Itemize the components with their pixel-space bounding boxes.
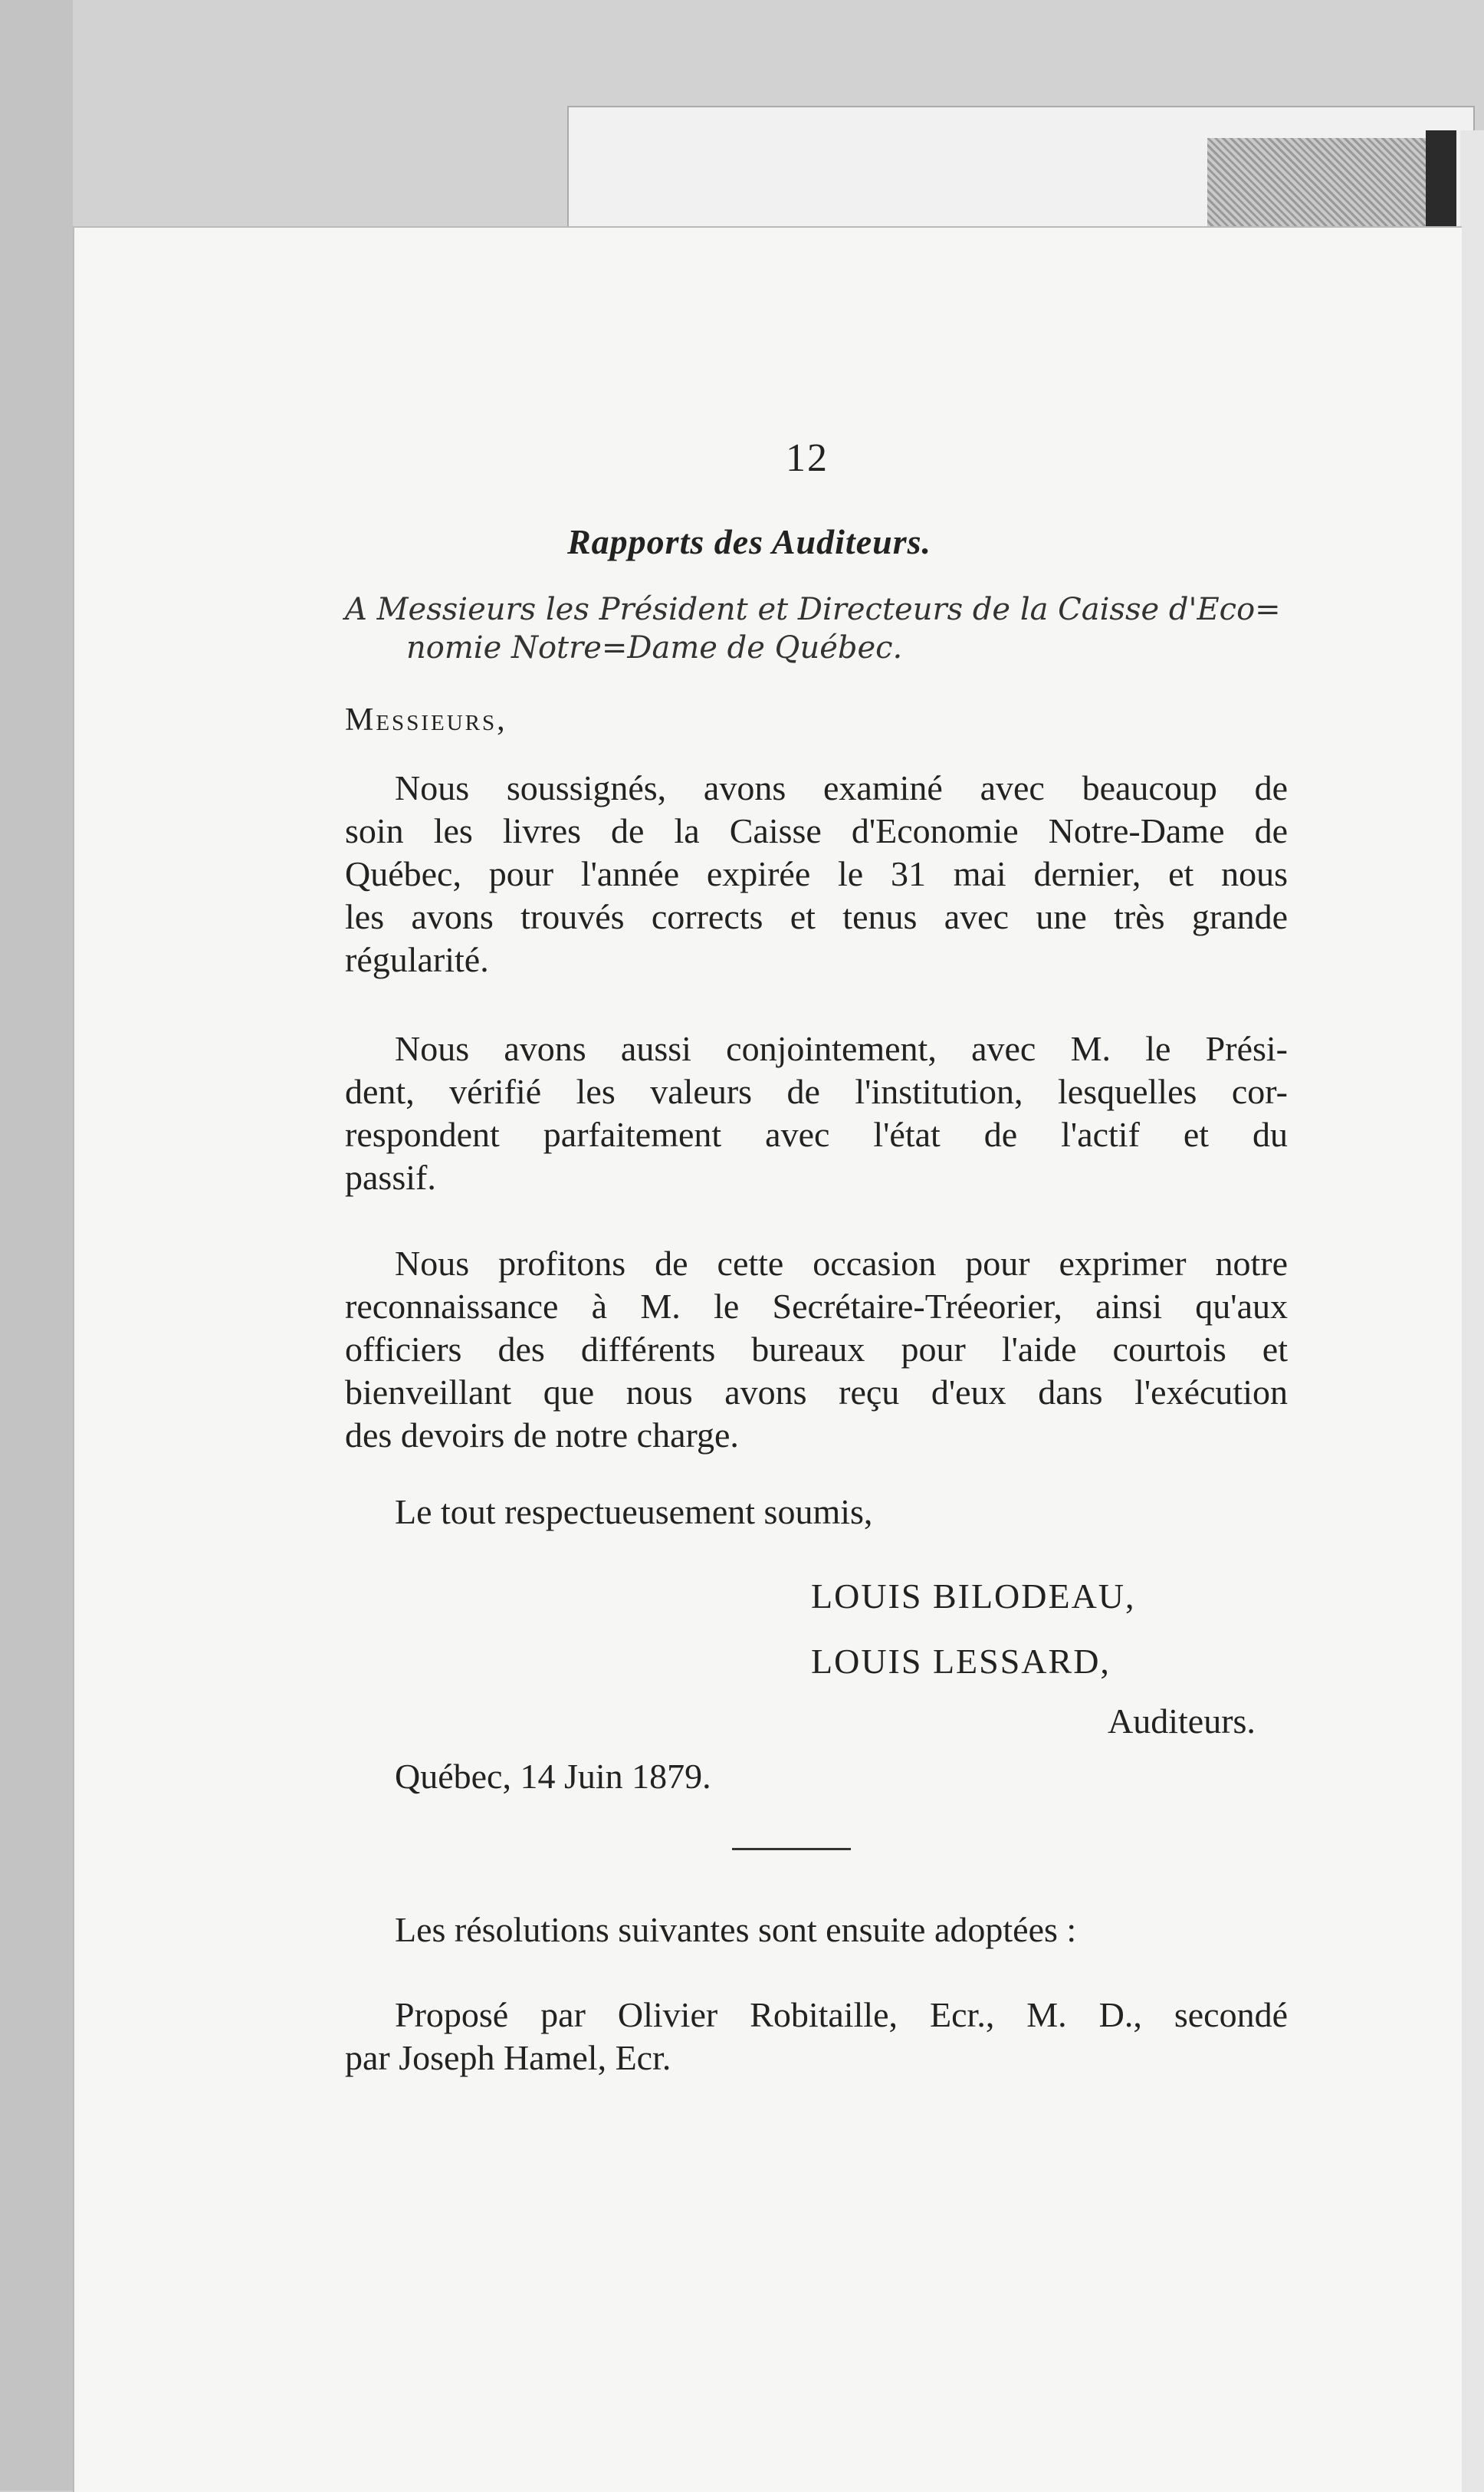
signatory-title: Auditeurs. <box>1108 1701 1256 1741</box>
text-line: passif. <box>345 1158 436 1197</box>
text-line: Nous profitons de cette occasion pour exprimer notre <box>395 1244 1288 1283</box>
section-divider <box>732 1848 851 1850</box>
signatory-2: LOUIS LESSARD, <box>811 1642 1111 1681</box>
salutation: Messieurs, <box>345 702 507 738</box>
text-line: respondent parfaitement avec l'état de l'actif et du <box>345 1115 1288 1154</box>
signatory-1: LOUIS BILODEAU, <box>811 1576 1136 1616</box>
text-line: des devoirs de notre charge. <box>345 1415 739 1455</box>
text-line: par Joseph Hamel, Ecr. <box>345 2038 671 2077</box>
address-line-1: A Messieurs les Président et Directeurs de la Caisse d'Eco= <box>345 592 1281 627</box>
paragraph-2 <box>345 1027 1288 1199</box>
text-line: soin les livres de la Caisse d'Economie Notre-Dame de <box>345 811 1288 850</box>
left-margin-shadow <box>0 0 73 2490</box>
page-number: 12 <box>786 436 829 480</box>
text-line: reconnaissance à M. le Secrétaire-Tréeorier, ainsi qu'aux <box>345 1287 1288 1326</box>
textured-edge <box>1207 138 1430 238</box>
text-line: les avons trouvés corrects et tenus avec une très grande <box>345 897 1288 936</box>
text-line: bienveillant que nous avons reçu d'eux dans l'exécution <box>345 1373 1288 1412</box>
text-line: dent, vérifié les valeurs de l'institution, lesquelles cor- <box>345 1072 1288 1111</box>
address-line-2: nomie Notre=Dame de Québec. <box>406 630 903 666</box>
text-line: Proposé par Olivier Robitaille, Ecr., M. D., secondé <box>395 1995 1288 2034</box>
date-line: Québec, 14 Juin 1879. <box>395 1757 711 1796</box>
text-line: officiers des différents bureaux pour l'aide courtois et <box>345 1330 1288 1369</box>
text-line: régularité. <box>345 940 489 979</box>
right-edge <box>1460 130 1484 2492</box>
address-block <box>345 590 1303 667</box>
text-line: Québec, pour l'année expirée le 31 mai dernier, et nous <box>345 854 1288 893</box>
section-heading: Rapports des Auditeurs. <box>567 522 932 561</box>
closing-line: Le tout respectueusement soumis, <box>395 1492 873 1531</box>
text-line: Nous avons aussi conjointement, avec M. le Prési- <box>395 1029 1288 1068</box>
proposal-paragraph <box>345 1994 1288 2079</box>
paragraph-3 <box>345 1242 1288 1457</box>
resolutions-intro: Les résolutions suivantes sont ensuite adoptées : <box>395 1910 1077 1949</box>
text-line: Nous soussignés, avons examiné avec beaucoup de <box>395 768 1288 807</box>
paragraph-1 <box>345 767 1288 981</box>
